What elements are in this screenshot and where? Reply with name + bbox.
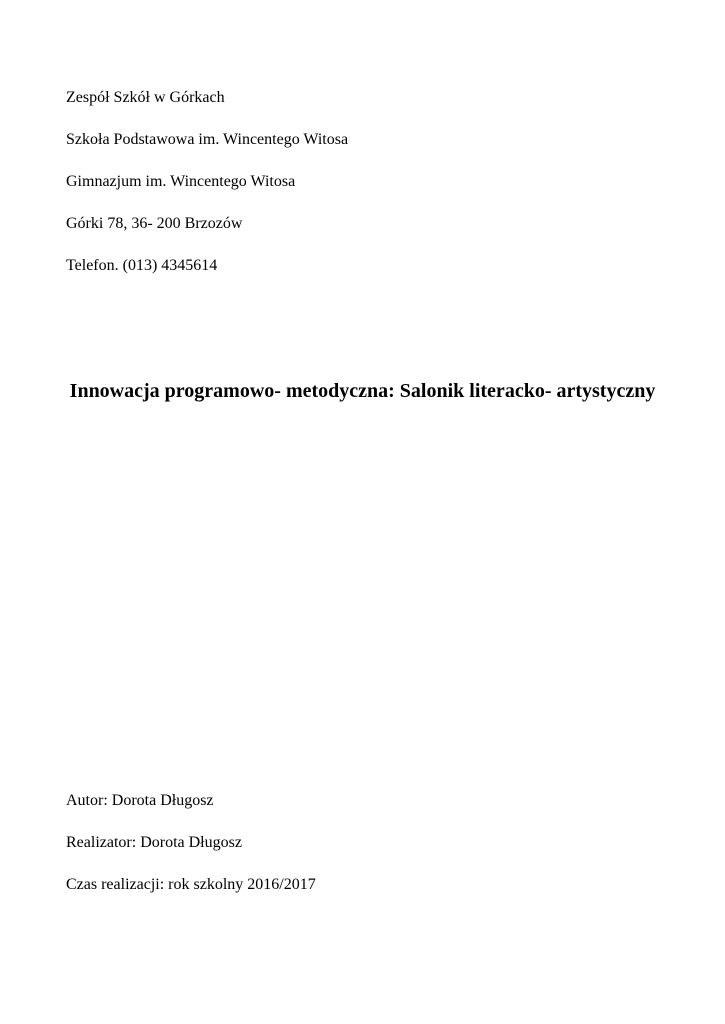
school-phone: Telefon. (013) 4345614 — [66, 257, 218, 274]
school-address: Górki 78, 36- 200 Brzozów — [66, 215, 243, 232]
implementer-line: Realizator: Dorota Długosz — [66, 834, 242, 851]
document-title: Innowacja programowo- metodyczna: Salonik literacko- artystyczny — [69, 380, 656, 402]
primary-school-name: Szkoła Podstawowa im. Wincentego Witosa — [66, 131, 349, 148]
school-group-name: Zespół Szkół w Górkach — [66, 89, 225, 106]
implementation-period: Czas realizacji: rok szkolny 2016/2017 — [66, 876, 316, 893]
gymnasium-name: Gimnazjum im. Wincentego Witosa — [66, 173, 296, 190]
author-line: Autor: Dorota Długosz — [66, 792, 214, 809]
